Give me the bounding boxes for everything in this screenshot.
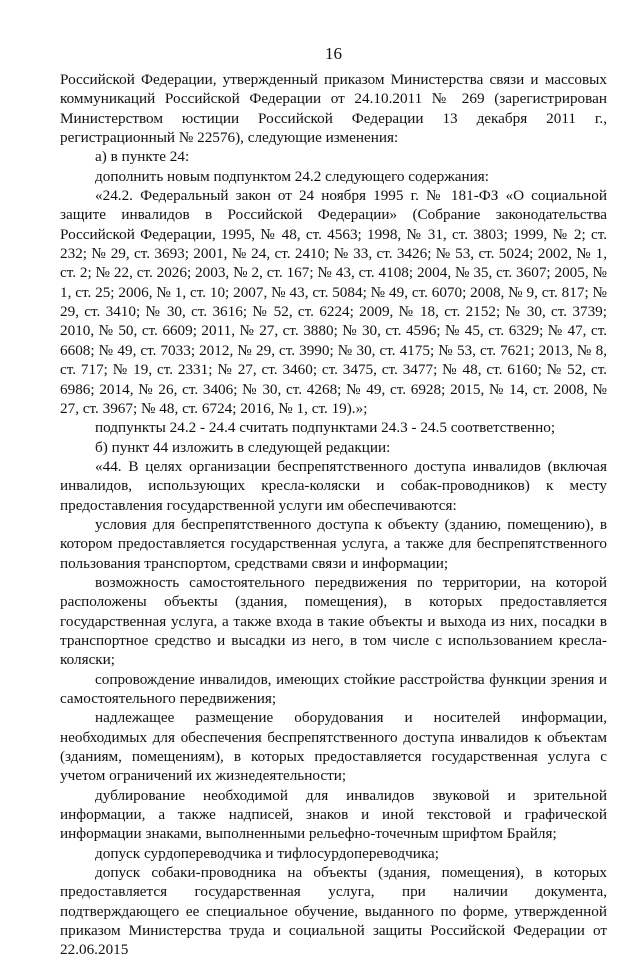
paragraph-equipment-placement: надлежащее размещение оборудования и носителей информации, необходимых для обеспечения беспрепятственного доступа инвалидов к объектам (зданиям, помещениям), в которых предоставляется государственная услуга с учетом ограничений их жизнедеятельности; (60, 709, 607, 785)
paragraph-guide-dog-access: допуск собаки-проводника на объекты (здания, помещения), в которых предоставляется государственная услуга, при наличии документа, подтверждающего ее специальное обучение, выданного по форме, утвержденной приказом Министерства труда и социальной защиты Российской Федерации от 22.06.2015 (60, 864, 607, 959)
paragraph-access-conditions: условия для беспрепятственного доступа к объекту (зданию, помещению), в котором предоставляется государственная услуга, а также для беспрепятственного пользования транспортом, средствами связи и информации; (60, 515, 607, 572)
paragraph-add-subitem: дополнить новым подпунктом 24.2 следующего содержания: (95, 167, 489, 185)
paragraph-item-a: а) в пункте 24: (95, 148, 190, 166)
paragraph-information-duplication: дублирование необходимой для инвалидов звуковой и зрительной информации, а также надписей, знаков и иной текстовой и графической информации знаками, выполненными рельефно-точечным шрифтом Брайля; (60, 786, 607, 843)
paragraph-independent-movement: возможность самостоятельного передвижения по территории, на которой расположены объекты (здания, помещения), в которых предоставляется государственная услуга, а также входа в такие объекты и выхода из них, посадки в транспортное средство и высадки из него, в том числе с использованием кресла-коляски; (60, 573, 607, 669)
paragraph-item-b: б) пункт 44 изложить в следующей редакции: (95, 438, 391, 456)
paragraph-renumber-subitems: подпункты 24.2 - 24.4 считать подпунктами 24.3 - 24.5 соответственно; (95, 419, 556, 437)
paragraph-interpreter-access: допуск сурдопереводчика и тифлосурдопереводчика; (95, 844, 439, 862)
page-number: 16 (325, 44, 342, 63)
paragraph-escort: сопровождение инвалидов, имеющих стойкие расстройства функции зрения и самостоятельного передвижения; (60, 670, 607, 707)
paragraph-federal-law-citation: «24.2. Федеральный закон от 24 ноября 1995 г. № 181-ФЗ «О социальной защите инвалидов в Российской Федерации» (Собрание законодательства Российской Федерации, 1995, № 48, ст. 4563; 1998, № 31, ст. 3803; 1999, № 2; ст. 232; № 29, ст. 3693; 2001, № 24, ст. 2410; № 33, ст. 3426; № 53, ст. 5024; 2002, № 1, ст. 2; № 22, ст. 2026; 2003, № 2, ст. 167; № 43, ст. 4108; 2004, № 35, ст. 3607; 2005, № 1, ст. 25; 2006, № 1, ст. 10; 2007, № 43, ст. 5084; № 49, ст. 6070; 2008, № 9, ст. 817; № 29, ст. 3410; № 30, ст. 3616; № 52, ст. 6224; 2009, № 18, ст. 2152; № 30, ст. 3739; 2010, № 50, ст. 6609; 2011, № 27, ст. 3880; № 30, ст. 4596; № 45, ст. 6329; № 47, ст. 6608; № 49, ст. 7033; 2012, № 29, ст. 3990; № 30, ст. 4175; № 53, ст. 7621; 2013, № 8, ст. 717; № 19, ст. 2331; № 27, ст. 3460; ст. 3475, ст. 3477; № 48, ст. 6160; № 52, ст. 6986; 2014, № 26, ст. 3406; № 30, ст. 4268; № 49, ст. 6928; 2015, № 14, ст. 2008, № 27, ст. 3967; № 48, ст. 6724; 2016, № 1, ст. 19).»; (60, 187, 607, 417)
paragraph-order-reference: Российской Федерации, утвержденный приказом Министерства связи и массовых коммуникаций Российской Федерации от 24.10.2011 № 269 (зарегистрирован Министерством юстиции Российской Федерации 13 декабря 2011 г., регистрационный № 22576), следующие изменения: (60, 71, 607, 147)
paragraph-point-44: «44. В целях организации беспрепятственного доступа инвалидов (включая инвалидов, использующих кресла-коляски и собак-проводников) к месту предоставления государственной услуги им обеспечиваются: (60, 457, 607, 514)
document-page (60, 44, 607, 960)
